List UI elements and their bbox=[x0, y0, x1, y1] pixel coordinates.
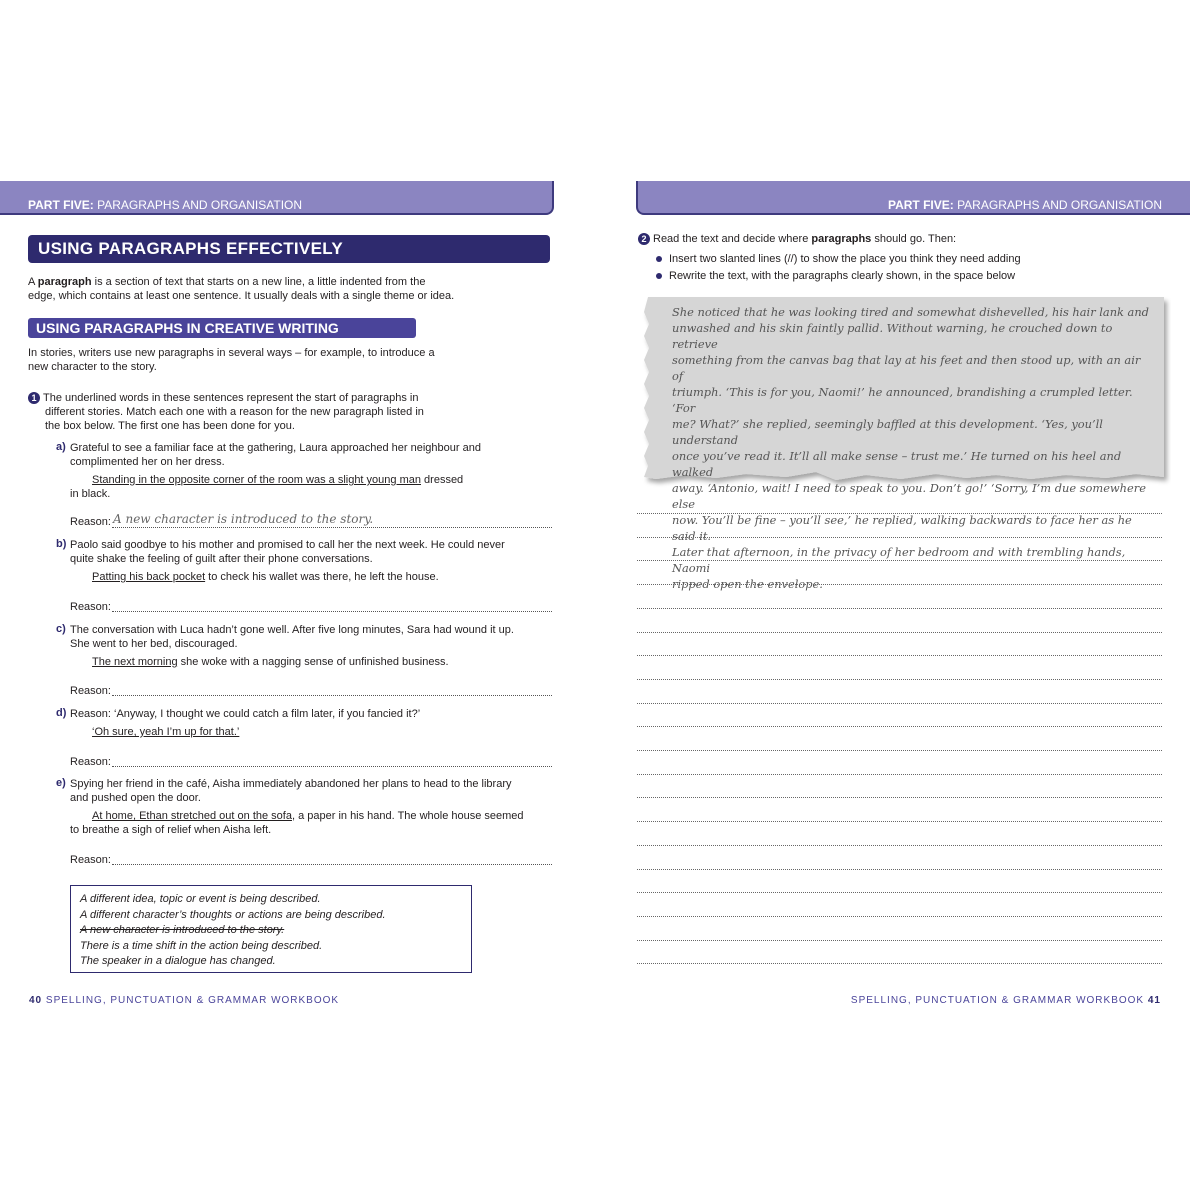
writing-line[interactable] bbox=[637, 703, 1162, 704]
writing-line[interactable] bbox=[637, 679, 1162, 680]
item-d-line1: Reason: ‘Anyway, I thought we could catch a film later, if you fancied it?’ bbox=[70, 708, 421, 720]
item-c-line1: The conversation with Luca hadn’t gone well. After five long minutes, Sara had wound it up. bbox=[70, 624, 514, 636]
item-a-line4: in black. bbox=[70, 488, 111, 500]
q1-line2: different stories. Match each one with a reason for the new paragraph listed in bbox=[45, 406, 424, 418]
writing-line[interactable] bbox=[637, 869, 1162, 870]
section-title: USING PARAGRAPHS EFFECTIVELY bbox=[28, 235, 550, 263]
reason-option-4: There is a time shift in the action being described. bbox=[80, 939, 323, 952]
part-title: PARAGRAPHS AND ORGANISATION bbox=[93, 198, 303, 212]
sub-intro-line2: new character to the story. bbox=[28, 361, 157, 373]
bullet-2: Rewrite the text, with the paragraphs clearly shown, in the space below bbox=[669, 270, 1016, 282]
page-number-left: 40 bbox=[29, 995, 43, 1006]
reason-label-e: Reason: bbox=[70, 854, 111, 866]
item-c-text bbox=[70, 623, 550, 651]
writing-line[interactable] bbox=[637, 963, 1162, 964]
item-d-extract bbox=[92, 725, 552, 739]
writing-line[interactable] bbox=[637, 537, 1162, 538]
writing-line[interactable] bbox=[637, 750, 1162, 751]
q2-post: should go. Then: bbox=[871, 233, 957, 245]
item-a-text bbox=[70, 441, 550, 469]
item-c-extract bbox=[92, 655, 552, 669]
q1-line1: The underlined words in these sentences represent the start of paragraphs in bbox=[43, 392, 419, 404]
item-a-line1: Grateful to see a familiar face at the gathering, Laura approached her neighbour and bbox=[70, 442, 481, 454]
reason-label-a: Reason: bbox=[70, 516, 111, 528]
item-b-line2: quite shake the feeling of guilt after their phone conversations. bbox=[70, 553, 373, 565]
writing-line[interactable] bbox=[637, 797, 1162, 798]
item-b-underlined: Patting his back pocket bbox=[92, 571, 206, 583]
writing-line[interactable] bbox=[637, 726, 1162, 727]
item-e-extract bbox=[70, 809, 550, 837]
writing-line[interactable] bbox=[637, 513, 1162, 514]
item-a-letter: a) bbox=[56, 441, 66, 453]
writing-line[interactable] bbox=[637, 916, 1162, 917]
item-c-line2: She went to her bed, discouraged. bbox=[70, 638, 238, 650]
passage-line: me? What?’ she replied, seemingly baffled at this development. ‘Yes, you’ll understand bbox=[672, 417, 1103, 447]
item-e-rest: , a paper in his hand. The whole house seemed bbox=[291, 810, 524, 822]
passage-line: triumph. ‘This is for you, Naomi!’ he announced, brandishing a crumpled letter. ‘For bbox=[672, 385, 1133, 415]
reason-option-2: A different character’s thoughts or actions are being described. bbox=[80, 908, 386, 921]
writing-line[interactable] bbox=[637, 940, 1162, 941]
reasons-box bbox=[70, 885, 472, 973]
reason-line-a[interactable] bbox=[112, 527, 552, 528]
item-a-rest: dressed bbox=[420, 474, 464, 486]
sub-intro-line1: In stories, writers use new paragraphs in several ways – for example, to introduce a bbox=[28, 347, 435, 359]
intro-line1: is a section of text that starts on a new line, a little indented from the bbox=[91, 276, 426, 288]
question-number-2: 2 bbox=[638, 233, 650, 245]
item-b-rest: to check his wallet was there, he left the house. bbox=[205, 571, 439, 583]
part-label-right: PART FIVE: bbox=[887, 198, 954, 212]
part-label: PART FIVE: bbox=[28, 198, 94, 212]
reason-option-5: The speaker in a dialogue has changed. bbox=[80, 955, 276, 967]
question-number-1: 1 bbox=[28, 392, 40, 404]
subsection-intro bbox=[28, 346, 548, 374]
footer-right bbox=[851, 995, 1161, 1006]
passage-text bbox=[672, 304, 1152, 592]
q2-pre: Read the text and decide where bbox=[653, 233, 812, 245]
item-a-line2: complimented her on her dress. bbox=[70, 456, 225, 468]
question-2 bbox=[638, 232, 1168, 246]
reason-line-c[interactable] bbox=[112, 695, 552, 696]
reason-line-b[interactable] bbox=[112, 611, 552, 612]
question-1 bbox=[28, 391, 548, 433]
writing-line[interactable] bbox=[637, 608, 1162, 609]
passage-line: away. ‘Antonio, wait! I need to speak to you. Don’t go!’ ‘Sorry, I’m due somewhere else bbox=[672, 481, 1146, 511]
item-b-extract bbox=[92, 570, 552, 584]
footer-title-right: SPELLING, PUNCTUATION & GRAMMAR WORKBOOK bbox=[850, 995, 1148, 1006]
part-header-left bbox=[0, 181, 554, 215]
reason-label-b: Reason: bbox=[70, 601, 111, 613]
item-b-line1: Paolo said goodbye to his mother and promised to call her the next week. He could never bbox=[70, 539, 505, 551]
item-e-text bbox=[70, 777, 550, 805]
intro-line2: edge, which contains at least one sentence. It usually deals with a single theme or idea. bbox=[28, 290, 455, 302]
reason-label-d: Reason: bbox=[70, 756, 111, 768]
passage-line: unwashed and his skin faintly pallid. Without warning, he crouched down to retrieve bbox=[672, 321, 1113, 351]
part-title-right: PARAGRAPHS AND ORGANISATION bbox=[953, 198, 1162, 212]
bullet-1: Insert two slanted lines (//) to show the place you think they need adding bbox=[669, 253, 1021, 265]
q1-line3: the box below. The first one has been done for you. bbox=[45, 420, 295, 432]
passage-line: ripped open the envelope. bbox=[672, 577, 823, 591]
item-c-rest: she woke with a nagging sense of unfinished business. bbox=[177, 656, 449, 668]
item-e-letter: e) bbox=[56, 777, 66, 789]
q2-bold: paragraphs bbox=[811, 233, 872, 245]
intro-pre: A bbox=[28, 276, 38, 288]
writing-line[interactable] bbox=[637, 845, 1162, 846]
passage-line: something from the canvas bag that lay at his feet and then stood up, with an air of bbox=[672, 353, 1141, 383]
writing-line[interactable] bbox=[637, 892, 1162, 893]
reason-answer-a: A new character is introduced to the story. bbox=[113, 512, 374, 526]
page-number-right: 41 bbox=[1147, 995, 1161, 1006]
reason-label-c: Reason: bbox=[70, 685, 111, 697]
bullet-icon bbox=[656, 256, 662, 262]
writing-line[interactable] bbox=[637, 584, 1162, 585]
reason-line-e[interactable] bbox=[112, 864, 552, 865]
reason-option-3: A new character is introduced to the story. bbox=[80, 924, 285, 936]
passage-line: Later that afternoon, in the privacy of her bedroom and with trembling hands, Naomi bbox=[672, 545, 1126, 575]
passage-line: now. You’ll be fine – you’ll see,’ he replied, walking backwards to face her as he said it. bbox=[672, 513, 1132, 543]
writing-line[interactable] bbox=[637, 560, 1162, 561]
writing-line[interactable] bbox=[637, 774, 1162, 775]
item-d-letter: d) bbox=[56, 707, 67, 719]
item-b-text bbox=[70, 538, 550, 566]
item-e-line2: and pushed open the door. bbox=[70, 792, 201, 804]
passage-line: once you’ve read it. It’ll all make sense – trust me.’ He turned on his heel and walked bbox=[672, 449, 1122, 479]
item-e-line4: to breathe a sigh of relief when Aisha left. bbox=[70, 824, 272, 836]
intro-bold: paragraph bbox=[37, 276, 92, 288]
writing-line[interactable] bbox=[637, 821, 1162, 822]
item-c-letter: c) bbox=[56, 623, 66, 635]
item-c-underlined: The next morning bbox=[92, 656, 178, 668]
item-a-extract bbox=[70, 473, 550, 501]
reason-option-1: A different idea, topic or event is being described. bbox=[80, 893, 321, 905]
writing-line[interactable] bbox=[637, 632, 1162, 633]
item-e-line1: Spying her friend in the café, Aisha immediately abandoned her plans to head to the library bbox=[70, 778, 512, 790]
bullet-icon bbox=[656, 273, 662, 279]
subsection-title: USING PARAGRAPHS IN CREATIVE WRITING bbox=[28, 318, 416, 338]
writing-line[interactable] bbox=[637, 655, 1162, 656]
item-e-underlined: At home, Ethan stretched out on the sofa bbox=[92, 810, 292, 822]
item-a-underlined: Standing in the opposite corner of the room was a slight young man bbox=[92, 474, 421, 486]
intro-paragraph bbox=[28, 275, 548, 303]
part-header-right bbox=[636, 181, 1190, 215]
footer-left bbox=[29, 995, 339, 1006]
passage-line: She noticed that he was looking tired and somewhat dishevelled, his hair lank and bbox=[672, 305, 1149, 319]
footer-title-left: SPELLING, PUNCTUATION & GRAMMAR WORKBOOK bbox=[42, 995, 340, 1006]
reason-line-d[interactable] bbox=[112, 766, 552, 767]
item-d-text bbox=[70, 707, 550, 721]
item-b-letter: b) bbox=[56, 538, 67, 550]
item-d-underlined: ‘Oh sure, yeah I’m up for that.’ bbox=[92, 726, 240, 738]
